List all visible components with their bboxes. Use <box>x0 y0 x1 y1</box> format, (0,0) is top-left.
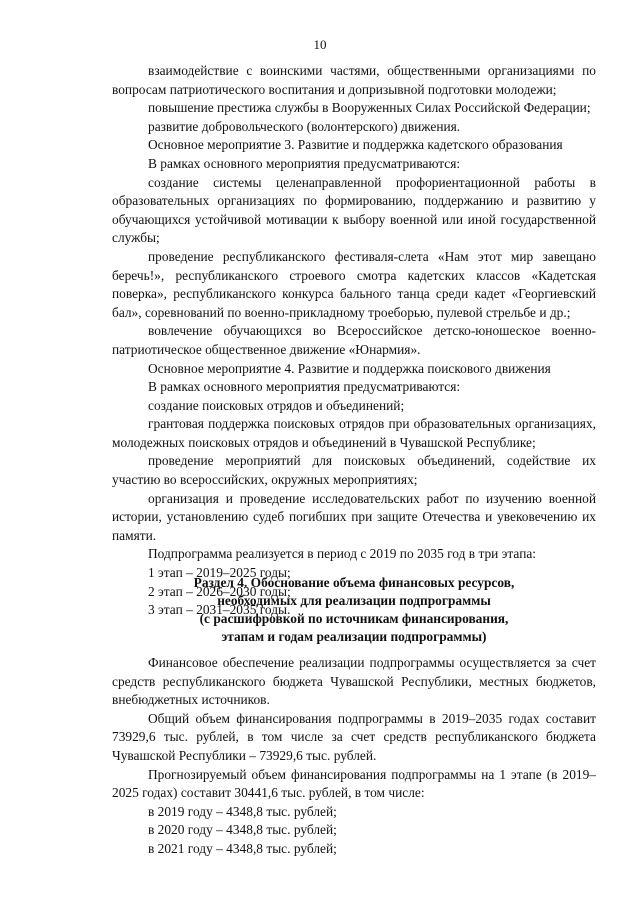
paragraph: создание системы целенаправленной профориентационной работы в образовательных организациях по формированию, поддержанию и развитию у обучающихся устойчивой мотивации к выбору военной или иной государственной службы; <box>112 174 596 246</box>
section-heading-line: (с расшифровкой по источникам финансирования, <box>199 611 509 626</box>
stage-item: 2 этап – 2026–2030 годы; <box>148 583 291 599</box>
paragraph: создание поисковых отрядов и объединений; <box>148 397 405 413</box>
yearly-funding-item: в 2021 году – 4348,8 тыс. рублей; <box>148 840 337 856</box>
section-heading-line: этапам и годам реализации подпрограммы) <box>221 629 487 644</box>
paragraph: развитие добровольческого (волонтерского) движения. <box>148 118 461 134</box>
paragraph: взаимодействие с воинскими частями, общественными организациями по вопросам патриотического воспитания и допризывной подготовки молодежи; <box>112 63 596 97</box>
paragraph-stages-intro: Подпрограмма реализуется в период с 2019 по 2035 год в три этапа: <box>148 546 537 562</box>
paragraph-measure-3-title: Основное мероприятие 3. Развитие и поддержка кадетского образования <box>148 137 563 153</box>
paragraph: проведение мероприятий для поисковых объединений, содействие их участию во всероссийских, окружных мероприятиях; <box>112 453 596 488</box>
stage-item: 3 этап – 2031–2035 годы. <box>148 602 291 618</box>
paragraph: организация и проведение исследовательских работ по изучению военной истории, установлению судеб погибших при защите Отечества и увековечению их памяти. <box>112 490 596 543</box>
paragraph: Прогнозируемый объем финансирования подпрограммы на 1 этапе (в 2019–2025 годах) составит 30441,6 тыс. рублей, в том числе: <box>112 766 596 801</box>
paragraph: В рамках основного мероприятия предусматриваются: <box>148 379 461 395</box>
section-heading-line: Раздел 4. Обоснование объема финансовых ресурсов, <box>193 575 515 590</box>
section-heading <box>112 574 596 646</box>
paragraph: Общий объем финансирования подпрограммы в 2019–2035 годах составит 73929,6 тыс. рублей, в том числе за счет средств республиканского бюджета Чувашской Республики – 73929,6 тыс. рублей. <box>112 710 596 763</box>
paragraph: В рамках основного мероприятия предусматриваются: <box>148 155 461 171</box>
yearly-funding-item: в 2019 году – 4348,8 тыс. рублей; <box>148 803 337 819</box>
paragraph: вовлечение обучающихся во Всероссийское детско-юношеское военно-патриотическое общественное движение «Юнармия». <box>112 323 596 357</box>
yearly-funding-item: в 2020 году – 4348,8 тыс. рублей; <box>148 822 337 838</box>
paragraph: повышение престижа службы в Вооруженных Силах Российской Федерации; <box>148 100 591 116</box>
paragraph-measure-4-title: Основное мероприятие 4. Развитие и поддержка поискового движения <box>148 360 551 376</box>
paragraph: проведение республиканского фестиваля-слета «Нам этот мир завещано беречь!», республиканского строевого смотра кадетских классов «Кадетская поверка», республиканского конкурса бального танца среди кадет «Георгиевский бал», соревнований по военно-прикладному троеборью, пулевой стрельбе и др.; <box>112 248 596 320</box>
body-text-finance <box>112 654 596 859</box>
paragraph: Финансовое обеспечение реализации подпрограммы осуществляется за счет средств республиканского бюджета Чувашской Республики, местных бюджетов, внебюджетных источников. <box>112 655 596 708</box>
paragraph: грантовая поддержка поисковых отрядов при образовательных организациях, молодежных поисковых отрядов и объединений в Чувашской Республике; <box>112 416 596 450</box>
section-heading-line: необходимых для реализации подпрограммы <box>217 593 491 608</box>
stage-item: 1 этап – 2019–2025 годы; <box>148 565 291 581</box>
page-number: 10 <box>313 37 327 52</box>
body-text-top <box>112 62 596 620</box>
